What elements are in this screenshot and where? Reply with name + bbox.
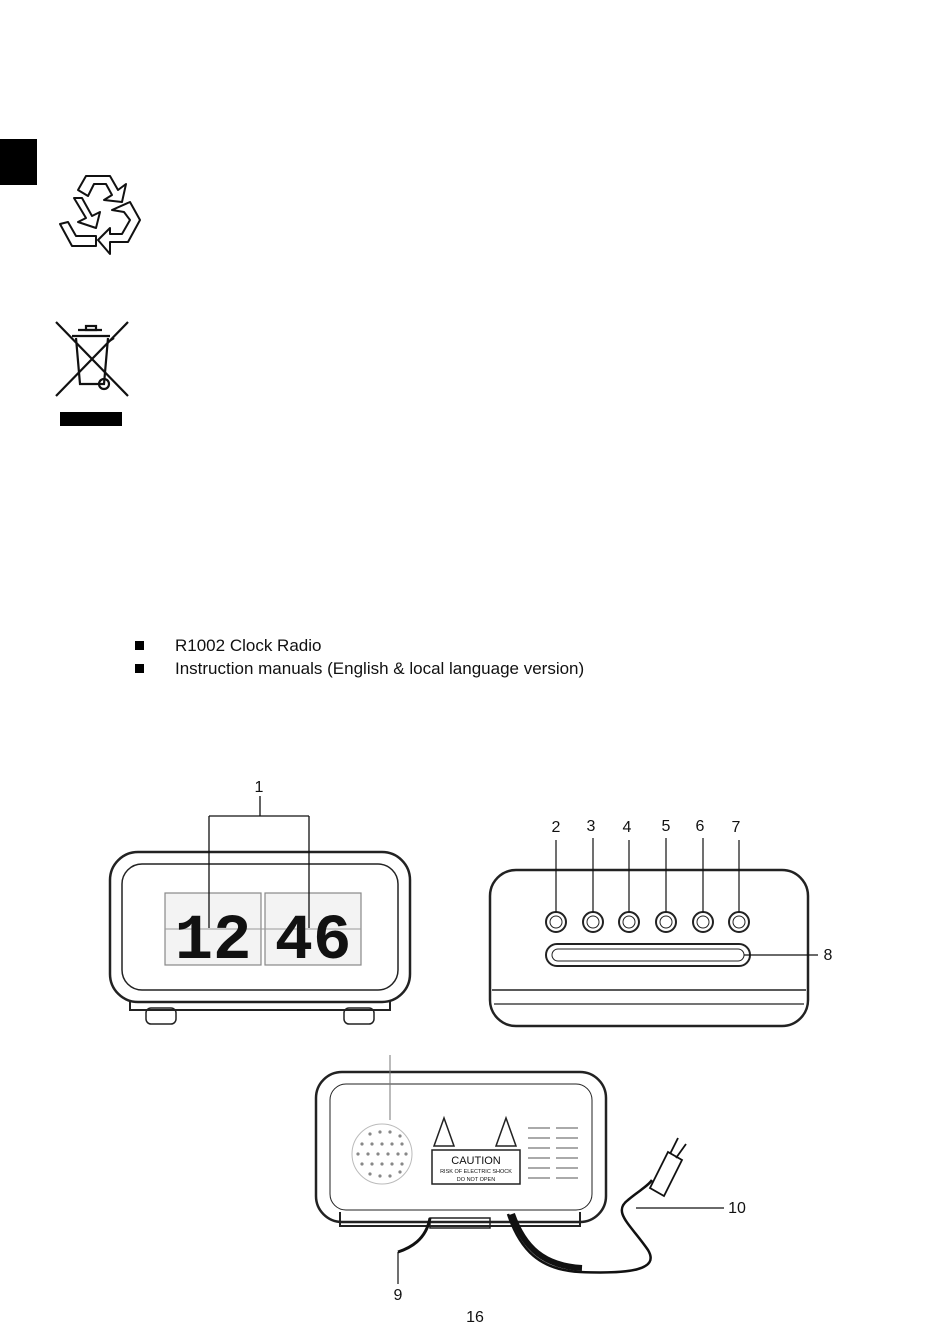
callout-1: 1: [254, 779, 264, 796]
caution-line1: RISK OF ELECTRIC SHOCK: [440, 1169, 512, 1175]
callout-4: 4: [622, 819, 632, 836]
clock-top-view: [490, 870, 808, 1026]
clock-digits-right: 46: [274, 906, 352, 978]
caution-title: CAUTION: [451, 1155, 501, 1167]
clock-digits-left: 12: [174, 906, 252, 978]
callout-6: 6: [695, 818, 705, 835]
callout-9: 9: [393, 1287, 403, 1304]
clock-rear-view: [316, 1055, 606, 1228]
power-plug-icon: [650, 1138, 686, 1196]
callout-7: 7: [731, 819, 741, 836]
top-buttons: [546, 912, 749, 932]
clock-front-view: [110, 852, 410, 1024]
callout-2: 2: [551, 819, 561, 836]
speaker-grille: [352, 1124, 412, 1184]
page-number: 16: [466, 1309, 484, 1326]
warning-triangle-icon: [434, 1118, 516, 1146]
caution-line2: DO NOT OPEN: [456, 1177, 496, 1183]
list-item: Instruction manuals (English & local language version): [135, 657, 584, 680]
callout-10: 10: [728, 1200, 746, 1217]
callout-5: 5: [661, 818, 671, 835]
callout-3: 3: [586, 818, 596, 835]
callout-8: 8: [823, 947, 833, 964]
button-leader-lines: [556, 838, 818, 955]
rear-vent-slots: [528, 1128, 578, 1178]
list-item: R1002 Clock Radio: [135, 634, 584, 657]
